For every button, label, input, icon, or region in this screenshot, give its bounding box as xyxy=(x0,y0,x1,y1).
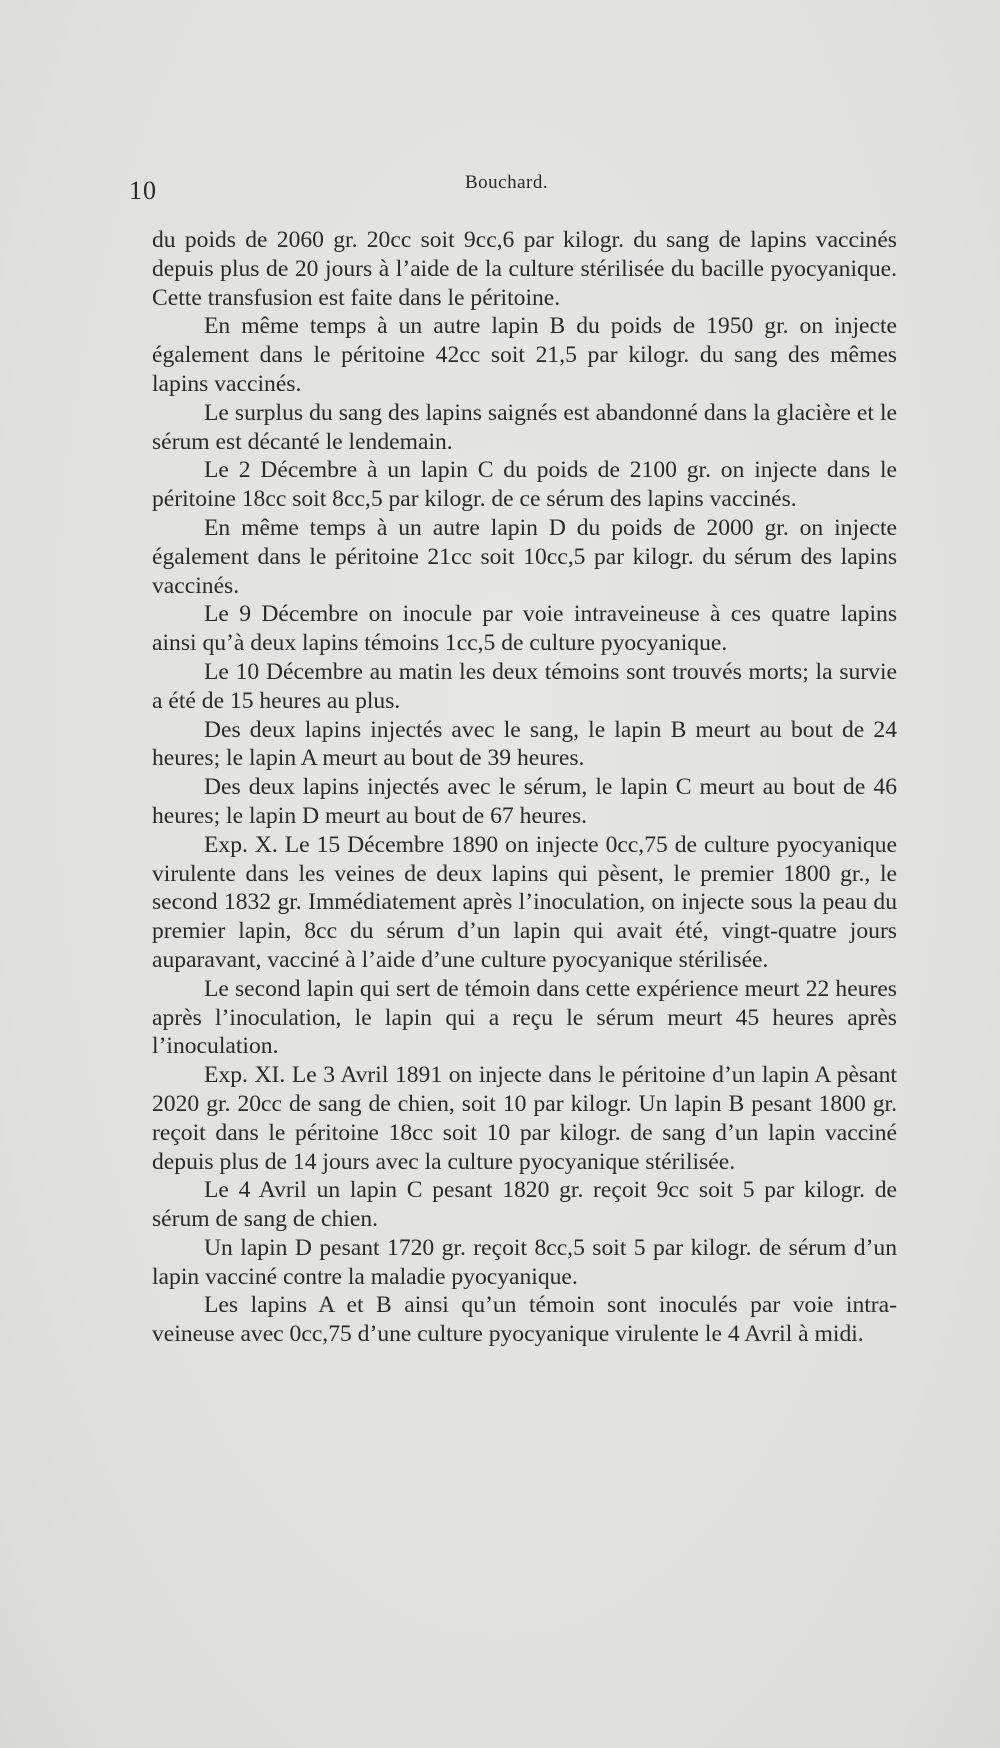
paragraph: Le 4 Avril un lapin C pesant 1820 gr. reçoit 9cc soit 5 par kilogr. de sérum de sang de chien. xyxy=(152,1177,897,1233)
paragraph: En même temps à un autre lapin B du poids de 1950 gr. on injecte également dans le péritoine 42cc soit 21,5 par kilogr. du sang des mêmes lapins vaccinés. xyxy=(152,313,897,397)
paragraph: En même temps à un autre lapin D du poids de 2000 gr. on injecte également dans le péritoine 21cc soit 10cc,5 par kilogr. du sérum des lapins vaccinés. xyxy=(152,514,897,599)
paragraph: Le surplus du sang des lapins saignés est abandonné dans la glacière et le sérum est décanté le lendemain. xyxy=(152,399,897,455)
page-header xyxy=(129,172,899,206)
paragraph: Le 9 Décembre on inocule par voie intraveineuse à ces quatre lapins ainsi qu’à deux lapins témoins 1cc,5 de culture pyocyanique. xyxy=(152,601,897,657)
paragraph: Des deux lapins injectés avec le sérum, le lapin C meurt au bout de 46 heures; le lapin D meurt au bout de 67 heures. xyxy=(152,774,897,829)
page-number: 10 xyxy=(129,176,157,205)
body-text xyxy=(152,226,897,1349)
paragraph-experiment-x: Exp. X. Le 15 Décembre 1890 on injecte 0cc,75 de culture pyocyanique virulente dans les veines de deux lapins qui pèsent, le premier 1800 gr., le second 1832 gr. Immédiatement après l’inoculation, on injecte sous la peau du premier lapin, 8cc du sérum d’un lapin qui avait été, vingt-quatre jours auparavant, vacciné à l’aide d’une culture pyocyanique stérilisée. xyxy=(152,831,897,973)
paragraph-experiment-xi: Exp. XI. Le 3 Avril 1891 on injecte dans le péritoine d’un lapin A pèsant 2020 gr. 20cc de sang de chien, soit 10 par kilogr. Un lapin B pesant 1800 gr. reçoit dans le péritoine 18cc soit 10 par kilogr. de sang d’un lapin vacciné depuis plus de 14 jours avec la culture pyocyanique stérilisée. xyxy=(152,1062,897,1175)
running-head: Bouchard. xyxy=(465,172,549,193)
paragraph: Le 2 Décembre à un lapin C du poids de 2100 gr. on injecte dans le péritoine 18cc soit 8cc,5 par kilogr. de ce sérum des lapins vaccinés. xyxy=(152,457,897,513)
paragraph: Un lapin D pesant 1720 gr. reçoit 8cc,5 soit 5 par kilogr. de sérum d’un lapin vacciné contre la maladie pyocyanique. xyxy=(152,1234,897,1290)
paragraph: Les lapins A et B ainsi qu’un témoin sont inoculés par voie intra-veineuse avec 0cc,75 d’une culture pyocyanique virulente le 4 Avril à midi. xyxy=(152,1292,897,1348)
paragraph: Le second lapin qui sert de témoin dans cette expérience meurt 22 heures après l’inoculation, le lapin qui a reçu le sérum meurt 45 heures après l’inoculation. xyxy=(152,975,897,1060)
paragraph-continuation: du poids de 2060 gr. 20cc soit 9cc,6 par kilogr. du sang de lapins vaccinés depuis plus de 20 jours à l’aide de la culture stérilisée du bacille pyocyanique. Cette transfusion est faite dans le péritoine. xyxy=(152,227,897,311)
paragraph: Le 10 Décembre au matin les deux témoins sont trouvés morts; la survie a été de 15 heures au plus. xyxy=(152,658,897,714)
paragraph: Des deux lapins injectés avec le sang, le lapin B meurt au bout de 24 heures; le lapin A meurt au bout de 39 heures. xyxy=(152,716,897,772)
